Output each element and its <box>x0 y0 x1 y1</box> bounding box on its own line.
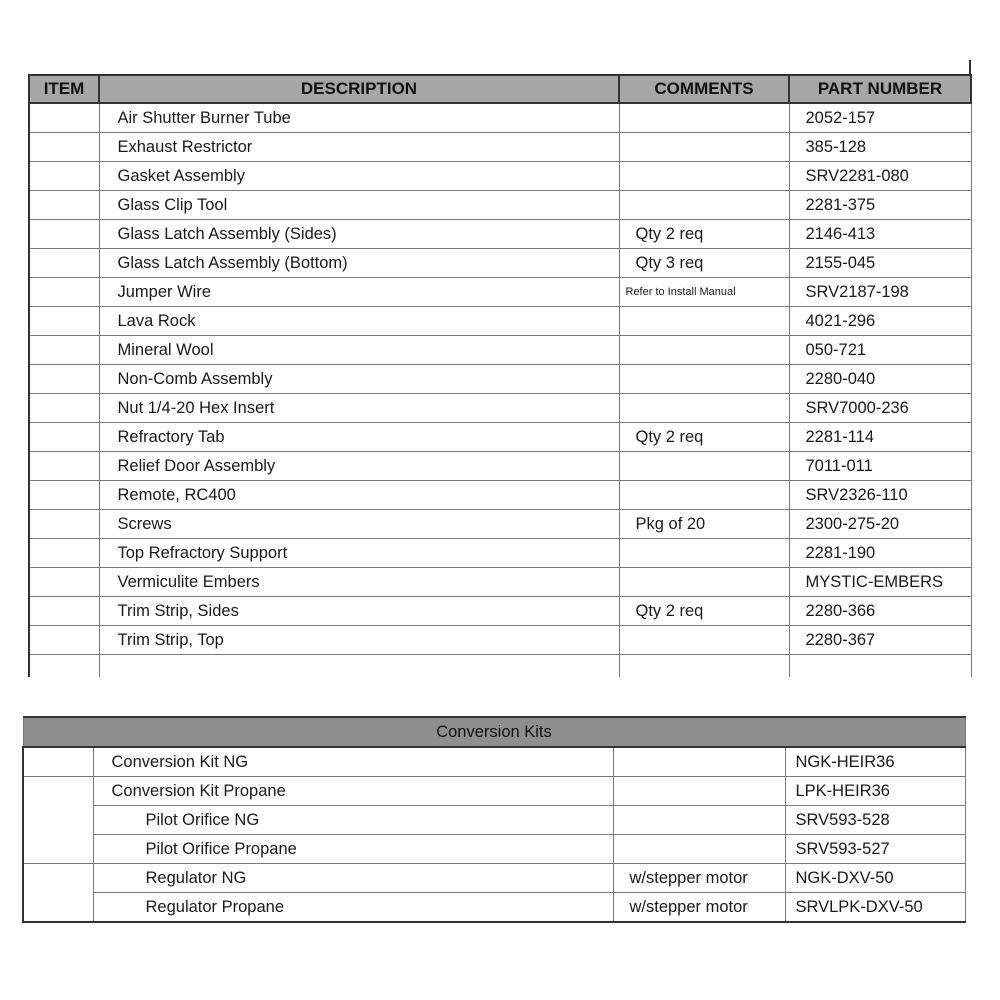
part-number-cell: 2280-367 <box>789 626 971 655</box>
comments-cell <box>619 133 789 162</box>
description-cell: Conversion Kit Propane <box>93 777 613 806</box>
description-cell: Lava Rock <box>99 307 619 336</box>
conversion-kits-table <box>22 716 966 923</box>
item-cell <box>29 133 99 162</box>
description-cell: Non-Comb Assembly <box>99 365 619 394</box>
table-row <box>29 133 971 162</box>
part-number-cell: LPK-HEIR36 <box>785 777 965 806</box>
description-cell: Relief Door Assembly <box>99 452 619 481</box>
comments-cell <box>619 539 789 568</box>
comments-cell: Refer to Install Manual <box>619 278 789 307</box>
blank-row <box>29 655 971 678</box>
description-cell: Conversion Kit NG <box>93 747 613 777</box>
item-cell <box>29 655 99 678</box>
table-row <box>29 220 971 249</box>
description-cell: Glass Clip Tool <box>99 191 619 220</box>
item-cell <box>29 103 99 133</box>
table-row <box>29 162 971 191</box>
description-cell: Pilot Orifice NG <box>93 806 613 835</box>
item-cell <box>23 777 93 806</box>
part-number-cell: 2281-375 <box>789 191 971 220</box>
comments-cell <box>619 307 789 336</box>
header-item: ITEM <box>29 75 99 103</box>
part-number-cell: 2280-040 <box>789 365 971 394</box>
comments-cell: w/stepper motor <box>613 893 785 923</box>
table-row <box>23 893 965 923</box>
comments-cell: w/stepper motor <box>613 864 785 893</box>
table-row <box>29 191 971 220</box>
table-row <box>23 806 965 835</box>
description-cell <box>99 655 619 678</box>
description-cell: Regulator NG <box>93 864 613 893</box>
item-cell <box>29 278 99 307</box>
parts-table <box>28 74 972 677</box>
item-cell <box>29 220 99 249</box>
comments-cell <box>619 365 789 394</box>
table-row <box>29 626 971 655</box>
item-cell <box>29 365 99 394</box>
comments-cell <box>619 452 789 481</box>
description-cell: Refractory Tab <box>99 423 619 452</box>
description-cell: Exhaust Restrictor <box>99 133 619 162</box>
table-row <box>29 423 971 452</box>
part-number-cell: 385-128 <box>789 133 971 162</box>
comments-cell <box>619 481 789 510</box>
item-cell <box>23 864 93 893</box>
description-cell: Vermiculite Embers <box>99 568 619 597</box>
comments-cell <box>613 747 785 777</box>
part-number-cell: SRV593-527 <box>785 835 965 864</box>
part-number-cell: 2155-045 <box>789 249 971 278</box>
part-number-cell: SRV2281-080 <box>789 162 971 191</box>
comments-cell <box>619 394 789 423</box>
part-number-cell: SRVLPK-DXV-50 <box>785 893 965 923</box>
comments-cell: Pkg of 20 <box>619 510 789 539</box>
description-cell: Nut 1/4-20 Hex Insert <box>99 394 619 423</box>
part-number-cell: 2300-275-20 <box>789 510 971 539</box>
item-cell <box>23 835 93 864</box>
header-description: DESCRIPTION <box>99 75 619 103</box>
item-cell <box>29 249 99 278</box>
table-row <box>23 835 965 864</box>
comments-cell <box>619 655 789 678</box>
table-row <box>29 510 971 539</box>
part-number-cell: 050-721 <box>789 336 971 365</box>
description-cell: Trim Strip, Top <box>99 626 619 655</box>
item-cell <box>29 394 99 423</box>
description-cell: Remote, RC400 <box>99 481 619 510</box>
part-number-cell: SRV593-528 <box>785 806 965 835</box>
table-row <box>23 777 965 806</box>
item-cell <box>29 481 99 510</box>
part-number-cell: 2052-157 <box>789 103 971 133</box>
table-row <box>29 278 971 307</box>
part-number-cell: NGK-DXV-50 <box>785 864 965 893</box>
item-cell <box>29 597 99 626</box>
part-number-cell: 2281-114 <box>789 423 971 452</box>
part-number-cell: NGK-HEIR36 <box>785 747 965 777</box>
part-number-cell: 7011-011 <box>789 452 971 481</box>
comments-cell <box>613 835 785 864</box>
part-number-cell: SRV2326-110 <box>789 481 971 510</box>
comments-cell <box>619 336 789 365</box>
item-cell <box>23 893 93 923</box>
comments-cell: Qty 2 req <box>619 597 789 626</box>
table-row <box>29 539 971 568</box>
conversion-kits-header-row <box>23 717 965 747</box>
item-cell <box>29 162 99 191</box>
table-row <box>29 365 971 394</box>
part-number-cell: MYSTIC-EMBERS <box>789 568 971 597</box>
description-cell: Air Shutter Burner Tube <box>99 103 619 133</box>
part-number-cell: 4021-296 <box>789 307 971 336</box>
description-cell: Gasket Assembly <box>99 162 619 191</box>
description-cell: Mineral Wool <box>99 336 619 365</box>
comments-cell <box>619 191 789 220</box>
table-row <box>29 103 971 133</box>
item-cell <box>29 568 99 597</box>
comments-cell: Qty 2 req <box>619 423 789 452</box>
item-cell <box>29 539 99 568</box>
description-cell: Top Refractory Support <box>99 539 619 568</box>
part-number-cell: SRV2187-198 <box>789 278 971 307</box>
part-number-cell: 2281-190 <box>789 539 971 568</box>
item-cell <box>29 423 99 452</box>
description-cell: Regulator Propane <box>93 893 613 923</box>
description-cell: Trim Strip, Sides <box>99 597 619 626</box>
comments-cell <box>619 103 789 133</box>
table-row <box>29 249 971 278</box>
table-row <box>29 394 971 423</box>
table-row <box>29 597 971 626</box>
comments-cell <box>613 777 785 806</box>
table-row <box>29 307 971 336</box>
comments-cell: Qty 3 req <box>619 249 789 278</box>
parts-header-row <box>29 75 971 103</box>
table-row <box>29 481 971 510</box>
comments-cell <box>619 162 789 191</box>
part-number-cell: 2146-413 <box>789 220 971 249</box>
comments-cell <box>619 626 789 655</box>
item-cell <box>29 307 99 336</box>
item-cell <box>29 336 99 365</box>
part-number-cell: 2280-366 <box>789 597 971 626</box>
comments-cell: Qty 2 req <box>619 220 789 249</box>
table-row <box>23 747 965 777</box>
part-number-cell: SRV7000-236 <box>789 394 971 423</box>
description-cell: Screws <box>99 510 619 539</box>
table-row <box>23 864 965 893</box>
item-cell <box>29 191 99 220</box>
description-cell: Pilot Orifice Propane <box>93 835 613 864</box>
table-row <box>29 568 971 597</box>
table-row <box>29 336 971 365</box>
comments-cell <box>613 806 785 835</box>
item-cell <box>29 626 99 655</box>
description-cell: Glass Latch Assembly (Sides) <box>99 220 619 249</box>
item-cell <box>29 510 99 539</box>
item-cell <box>23 806 93 835</box>
comments-cell <box>619 568 789 597</box>
description-cell: Glass Latch Assembly (Bottom) <box>99 249 619 278</box>
item-cell <box>23 747 93 777</box>
header-part-number: PART NUMBER <box>789 75 971 103</box>
header-comments: COMMENTS <box>619 75 789 103</box>
table-row <box>29 452 971 481</box>
part-number-cell <box>789 655 971 678</box>
conversion-kits-title: Conversion Kits <box>23 717 965 747</box>
description-cell: Jumper Wire <box>99 278 619 307</box>
item-cell <box>29 452 99 481</box>
